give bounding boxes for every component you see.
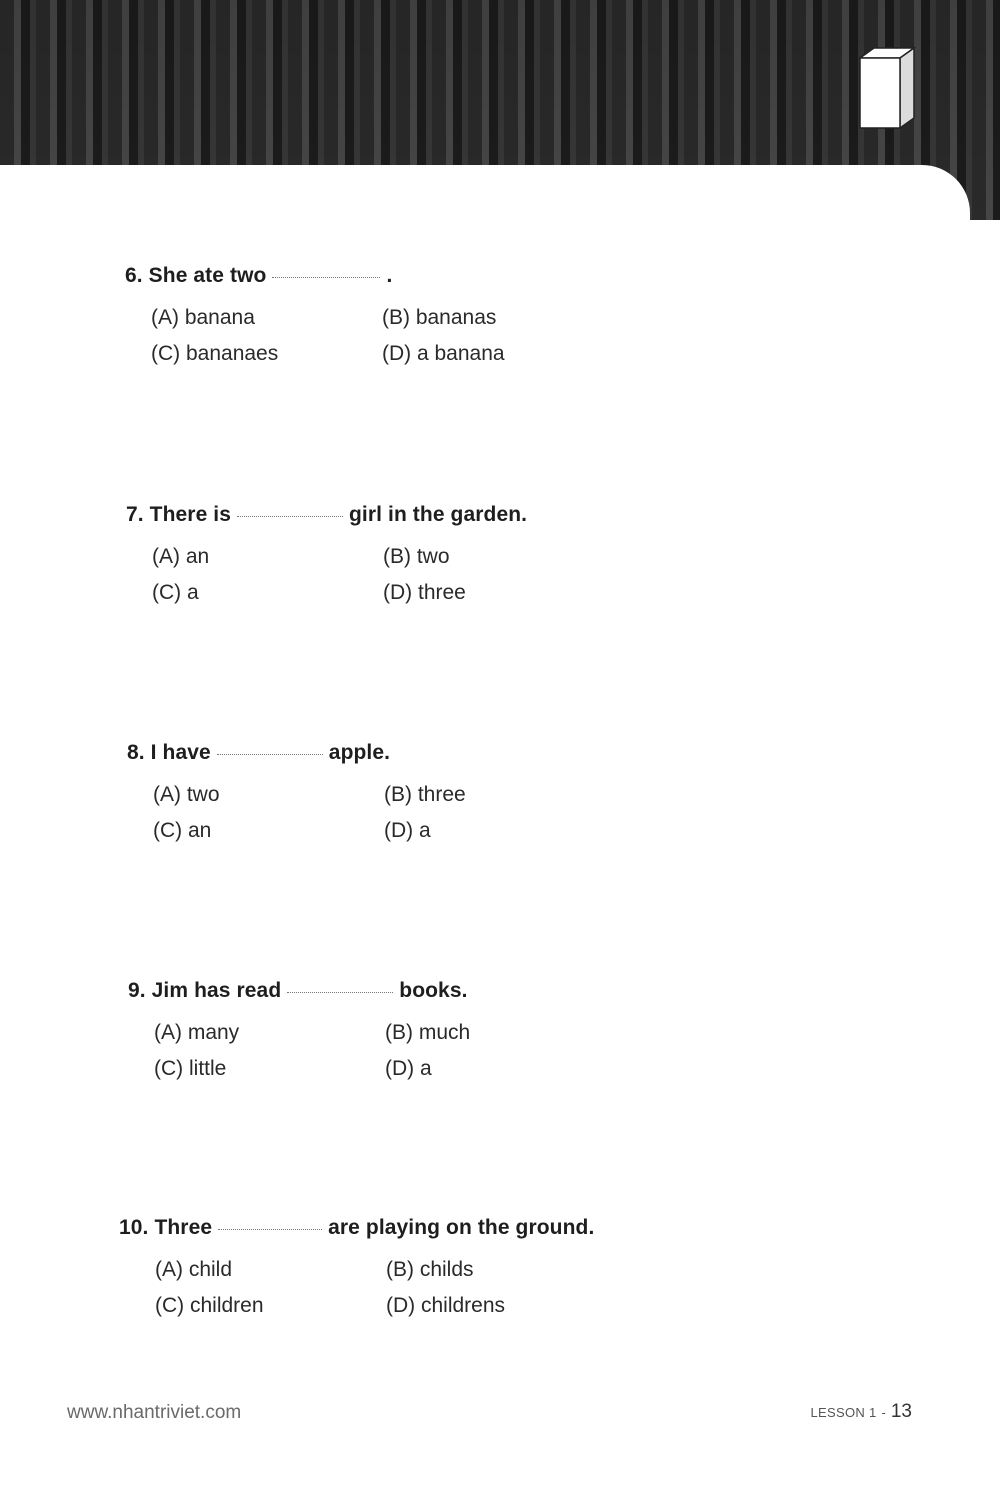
question-stem [125, 264, 571, 288]
question-stem [119, 1216, 594, 1240]
option-a: (A) banana [151, 306, 255, 329]
option-d: (D) a [384, 819, 431, 842]
option-c: (C) a [152, 581, 199, 604]
question-number: 9. [128, 979, 146, 1002]
option-a: (A) child [155, 1258, 233, 1281]
stem-before-blank: Jim has read [151, 979, 282, 1002]
option-a: (A) an [152, 545, 210, 568]
stem-before-blank: She ate two [148, 264, 267, 287]
options-list [155, 1258, 575, 1338]
answer-blank [237, 515, 343, 517]
stem-before-blank: Three [154, 1216, 213, 1239]
question-stem [126, 503, 572, 527]
option-b: (B) childs [386, 1258, 474, 1281]
option-a: (A) many [154, 1021, 240, 1044]
options-list [152, 545, 572, 625]
question-number: 8. [127, 741, 145, 764]
option-b: (B) much [385, 1021, 471, 1044]
question-number: 6. [125, 264, 143, 287]
question-stem [127, 741, 573, 765]
answer-blank [218, 1228, 322, 1230]
question-6 [125, 264, 571, 386]
stem-after-blank: . [386, 264, 393, 287]
footer-page-label [811, 1401, 912, 1423]
option-d: (D) a banana [382, 342, 505, 365]
option-d: (D) three [383, 581, 466, 604]
answer-blank [217, 753, 323, 755]
option-b: (B) three [384, 783, 466, 806]
option-c: (C) bananaes [151, 342, 279, 365]
question-8 [127, 741, 573, 863]
question-stem [128, 979, 574, 1003]
option-b: (B) bananas [382, 306, 497, 329]
option-d: (D) childrens [386, 1294, 506, 1317]
lesson-label: LESSON 1 [810, 1405, 877, 1420]
footer-website: www.nhantriviet.com [67, 1402, 242, 1423]
stem-before-blank: There is [149, 503, 231, 526]
book-icon [852, 40, 922, 135]
options-list [153, 783, 573, 863]
stem-after-blank: apple. [328, 741, 391, 764]
question-10 [119, 1216, 594, 1338]
stem-after-blank: girl in the garden. [349, 503, 528, 526]
option-a: (A) two [153, 783, 220, 806]
stem-after-blank: books. [399, 979, 468, 1002]
page-number: 13 [890, 1401, 912, 1422]
stem-after-blank: are playing on the ground. [328, 1216, 595, 1239]
options-list [151, 306, 571, 386]
question-7 [126, 503, 572, 625]
question-9 [128, 979, 574, 1101]
option-b: (B) two [383, 545, 450, 568]
option-c: (C) little [154, 1057, 227, 1080]
option-c: (C) children [155, 1294, 264, 1317]
question-number: 7. [126, 503, 144, 526]
question-number: 10. [119, 1216, 149, 1239]
answer-blank [272, 276, 380, 278]
option-c: (C) an [153, 819, 212, 842]
options-list [154, 1021, 574, 1101]
option-d: (D) a [385, 1057, 432, 1080]
stem-before-blank: I have [150, 741, 211, 764]
separator: - [881, 1405, 886, 1420]
answer-blank [287, 991, 393, 993]
